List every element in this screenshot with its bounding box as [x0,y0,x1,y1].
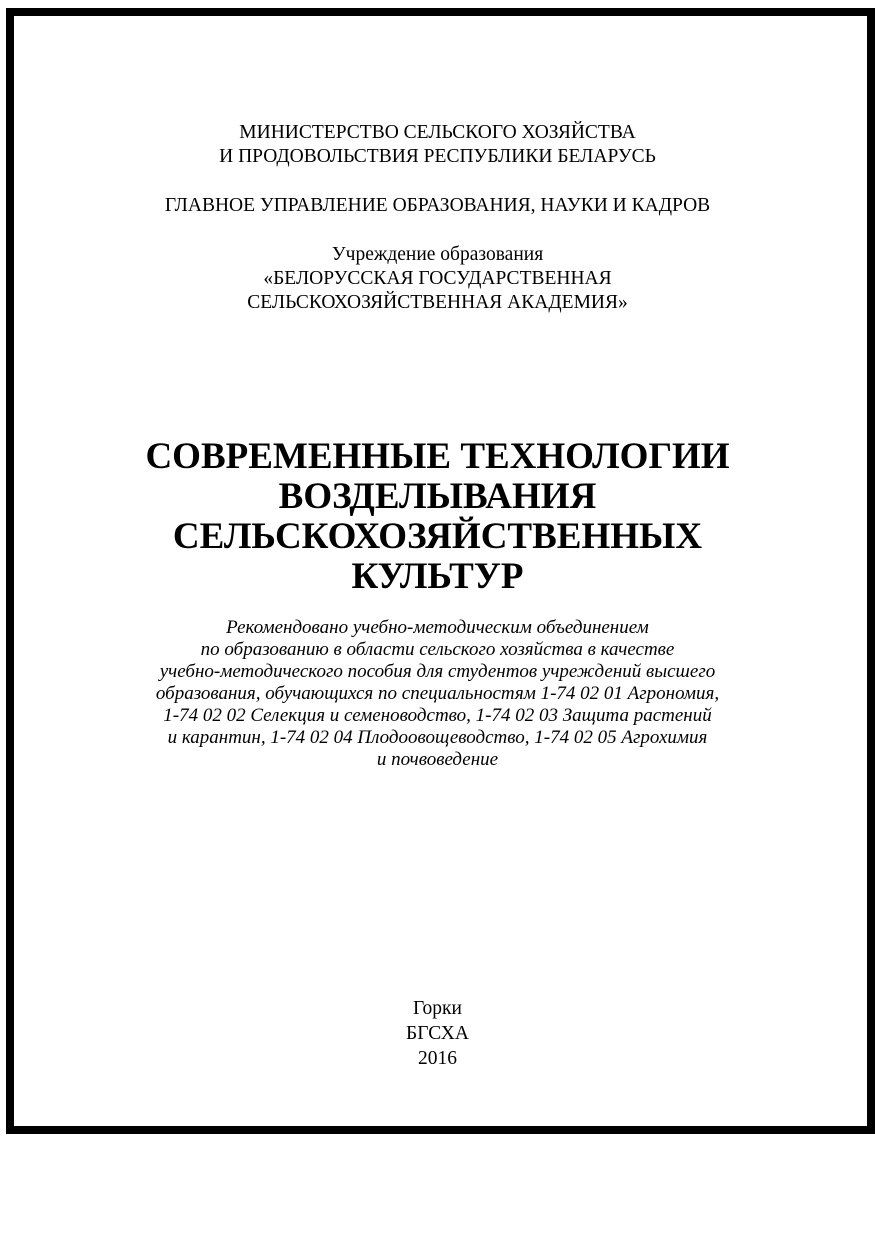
ministry-heading [0,121,875,169]
recommendation-line-6: и карантин, 1-74 02 04 Плодоовощеводство, 1-74 02 05 Агрохимия [167,727,708,748]
recommendation-line-2: по образованию в области сельского хозяйства в качестве [200,639,675,660]
imprint-year: 2016 [418,1048,457,1069]
document-title [0,437,875,597]
institution-line-1: Учреждение образования [331,244,544,265]
institution-line-2: «БЕЛОРУССКАЯ ГОСУДАРСТВЕННАЯ [263,268,612,289]
recommendation-line-7: и почвоведение [376,749,499,770]
imprint-block [0,996,875,1071]
ministry-line-1: МИНИСТЕРСТВО СЕЛЬСКОГО ХОЗЯЙСТВА [239,122,636,143]
imprint-city: Горки [413,998,462,1019]
directorate-heading [0,194,875,218]
title-line-1: СОВРЕМЕННЫЕ ТЕХНОЛОГИИ [145,436,730,477]
recommendation-line-3: учебно-методического пособия для студентов учреждений высшего [159,661,716,682]
title-line-2: ВОЗДЕЛЫВАНИЯ [278,476,597,517]
recommendation-line-4: образования, обучающихся по специальностям 1-74 02 01 Агрономия, [155,683,720,704]
title-line-4: КУЛЬТУР [351,556,524,597]
recommendation-text [0,617,875,771]
recommendation-line-5: 1-74 02 02 Селекция и семеноводство, 1-74 02 03 Защита растений [163,705,712,726]
institution-line-3: СЕЛЬСКОХОЗЯЙСТВЕННАЯ АКАДЕМИЯ» [247,292,628,313]
title-line-3: СЕЛЬСКОХОЗЯЙСТВЕННЫХ [172,516,703,557]
ministry-line-2: И ПРОДОВОЛЬСТВИЯ РЕСПУБЛИКИ БЕЛАРУСЬ [219,146,656,167]
recommendation-line-1: Рекомендовано учебно-методическим объединением [226,617,649,638]
institution-heading [0,243,875,315]
imprint-publisher: БГСХА [406,1023,469,1044]
directorate-line: ГЛАВНОЕ УПРАВЛЕНИЕ ОБРАЗОВАНИЯ, НАУКИ И КАДРОВ [164,195,711,216]
